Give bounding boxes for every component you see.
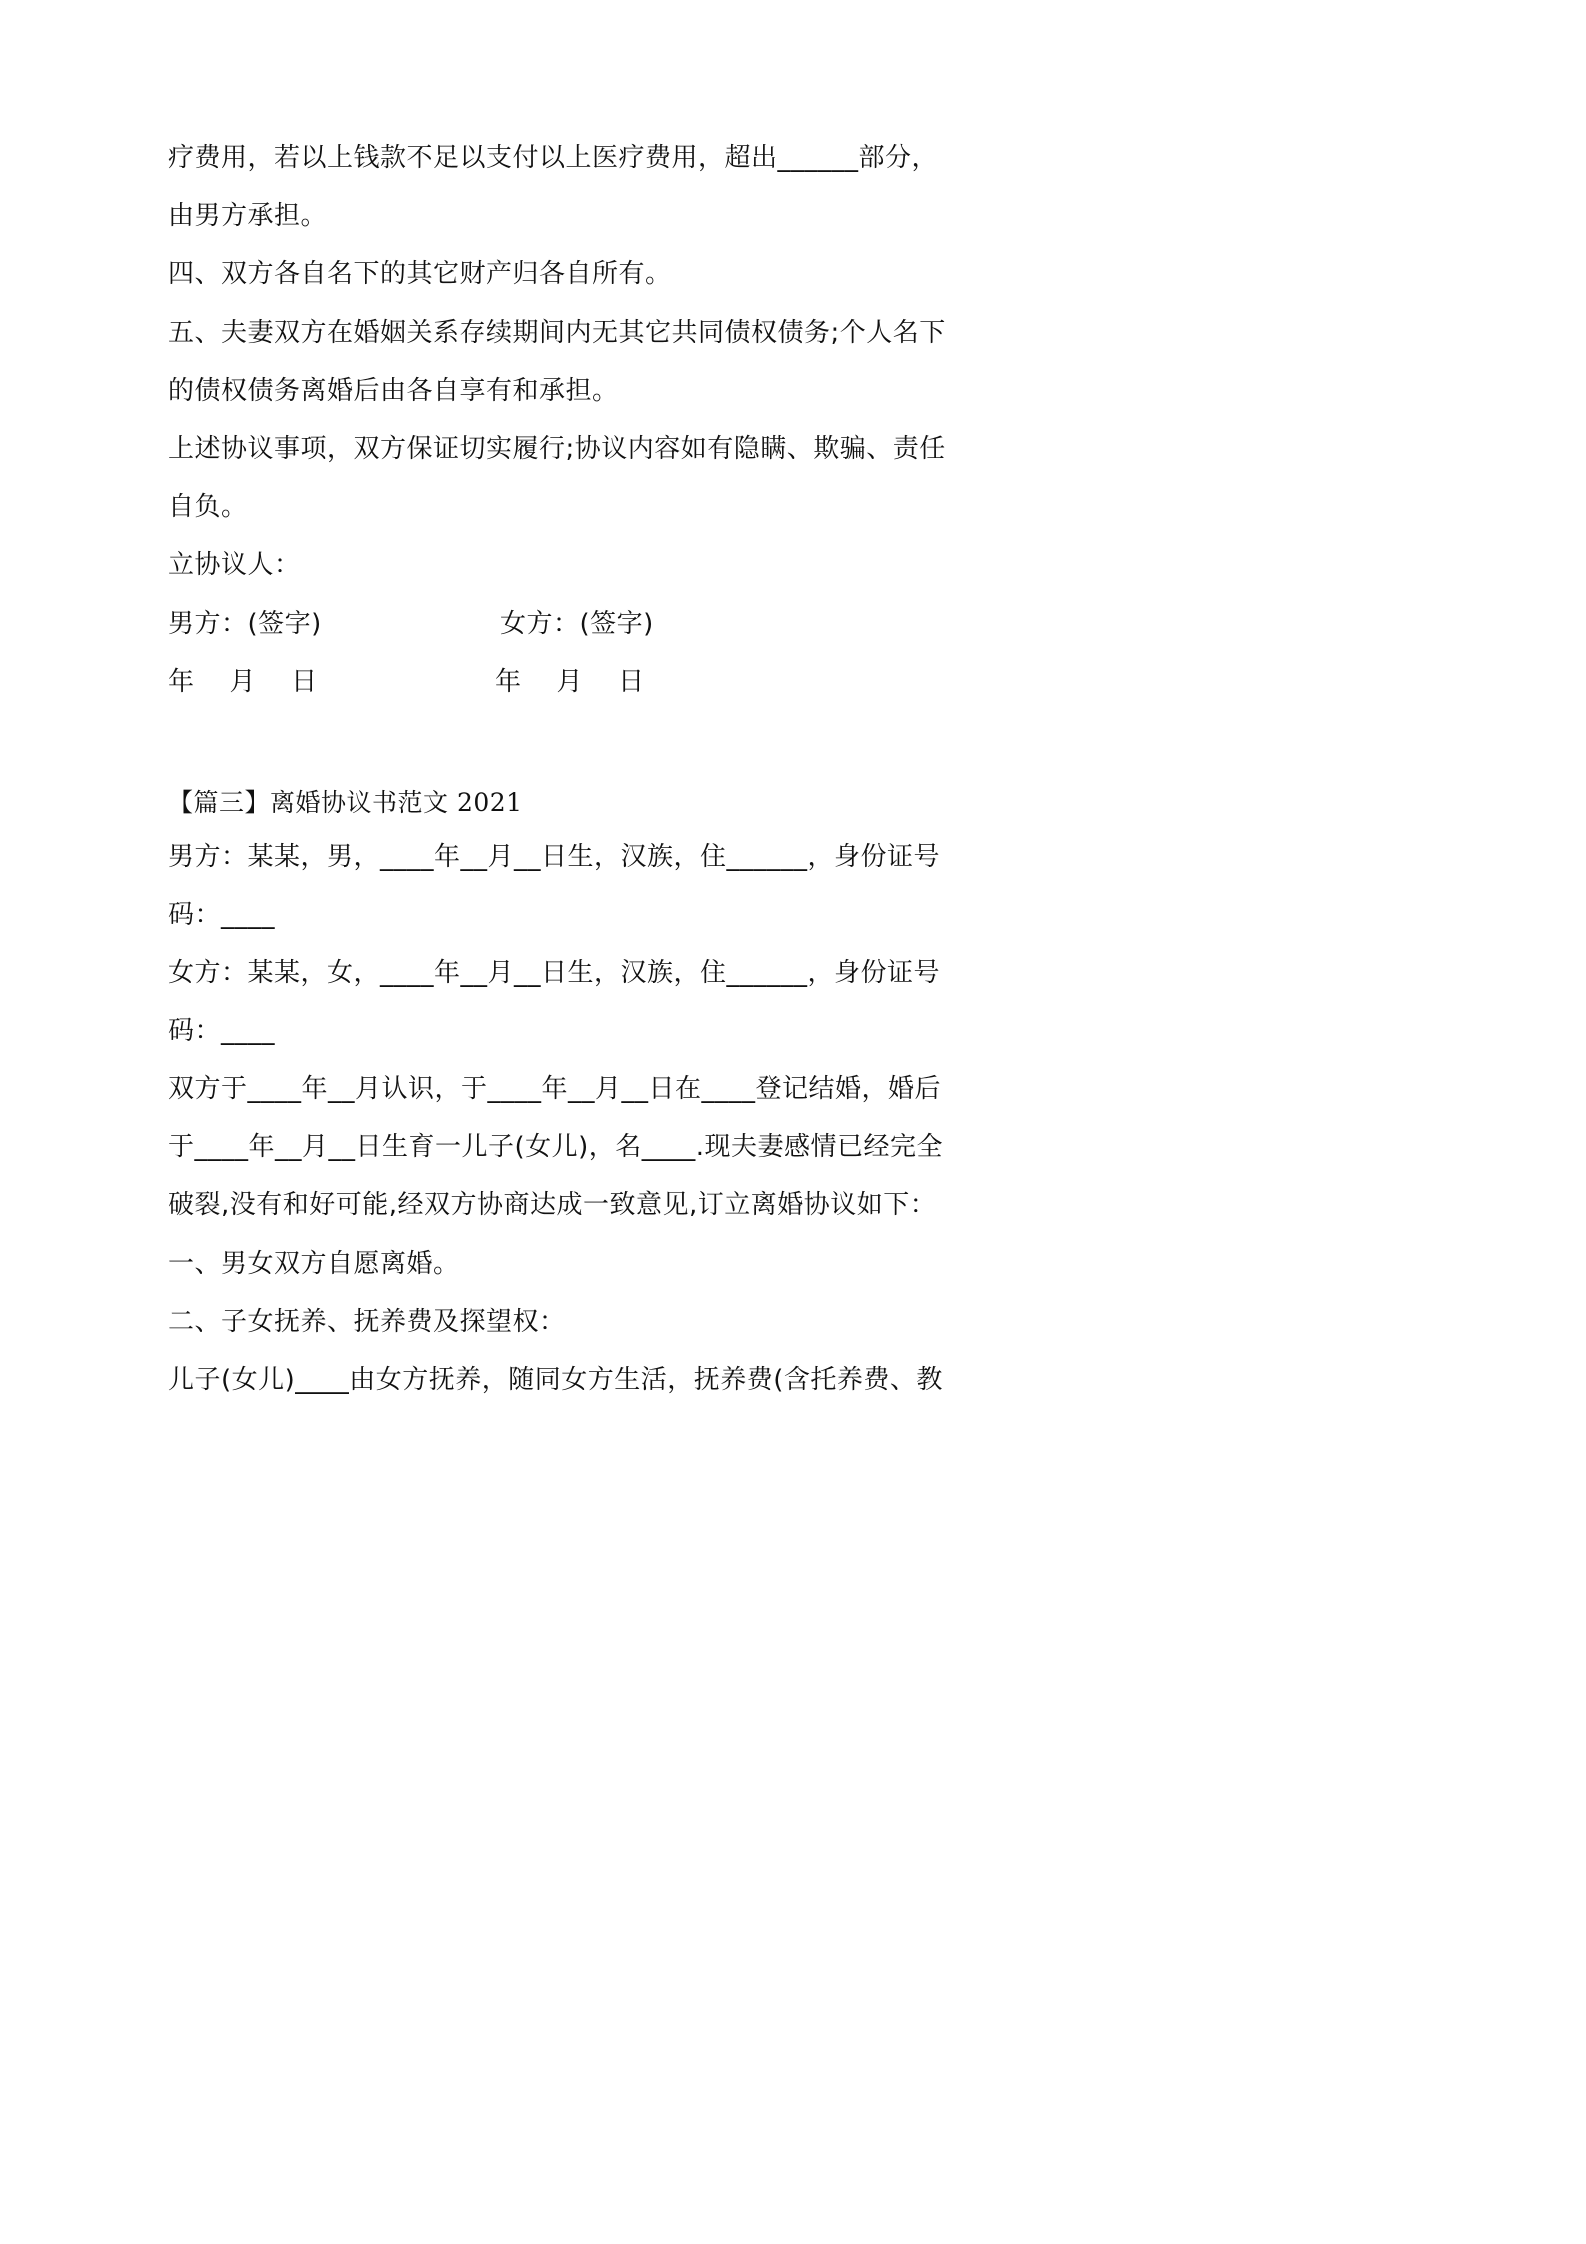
guarantee-line2: 自负。 <box>168 492 248 522</box>
clause-two-line1: 儿子(女儿)____由女方抚养，随同女方生活，抚养费(含托养费、教 <box>168 1365 943 1395</box>
intro-line1: 双方于____年__月认识，于____年__月__日在____登记结婚，婚后 <box>168 1074 942 1104</box>
male-party-line2: 码：____ <box>168 900 276 930</box>
document-page <box>0 0 1100 1556</box>
intro-line2: 于____年__月__日生育一儿子(女儿)，名____.现夫妻感情已经完全 <box>168 1132 944 1162</box>
clause-five-line1: 五、夫妻双方在婚姻关系存续期间内无其它共同债权债务;个人名下 <box>168 318 946 348</box>
intro-line3: 破裂,没有和好可能,经双方协商达成一致意见,订立离婚协议如下： <box>168 1190 937 1220</box>
section-three-title: 【篇三】离婚协议书范文 2021 <box>168 788 523 817</box>
female-party-line1: 女方：某某，女，____年__月__日生，汉族，住______，身份证号 <box>168 958 941 988</box>
guarantee-line1: 上述协议事项，双方保证切实履行;协议内容如有隐瞒、欺骗、责任 <box>168 434 946 464</box>
male-party-line1: 男方：某某，男，____年__月__日生，汉族，住______，身份证号 <box>168 842 941 872</box>
clause-four: 四、双方各自名下的其它财产归各自所有。 <box>168 259 672 289</box>
signers-label: 立协议人： <box>168 550 301 580</box>
paragraph-medical-line2: 由男方承担。 <box>168 201 328 231</box>
paragraph-medical-line1: 疗费用，若以上钱款不足以支付以上医疗费用，超出______部分， <box>168 143 939 173</box>
female-date-line: 年 月 日 <box>495 667 645 697</box>
male-signature-label: 男方：(签字) <box>168 609 322 639</box>
male-date-line: 年 月 日 <box>168 667 318 697</box>
clause-one: 一、男女双方自愿离婚。 <box>168 1249 460 1279</box>
clause-two: 二、子女抚养、抚养费及探望权： <box>168 1307 566 1337</box>
female-party-line2: 码：____ <box>168 1016 276 1046</box>
clause-five-line2: 的债权债务离婚后由各自享有和承担。 <box>168 376 619 406</box>
female-signature-label: 女方：(签字) <box>500 609 654 639</box>
